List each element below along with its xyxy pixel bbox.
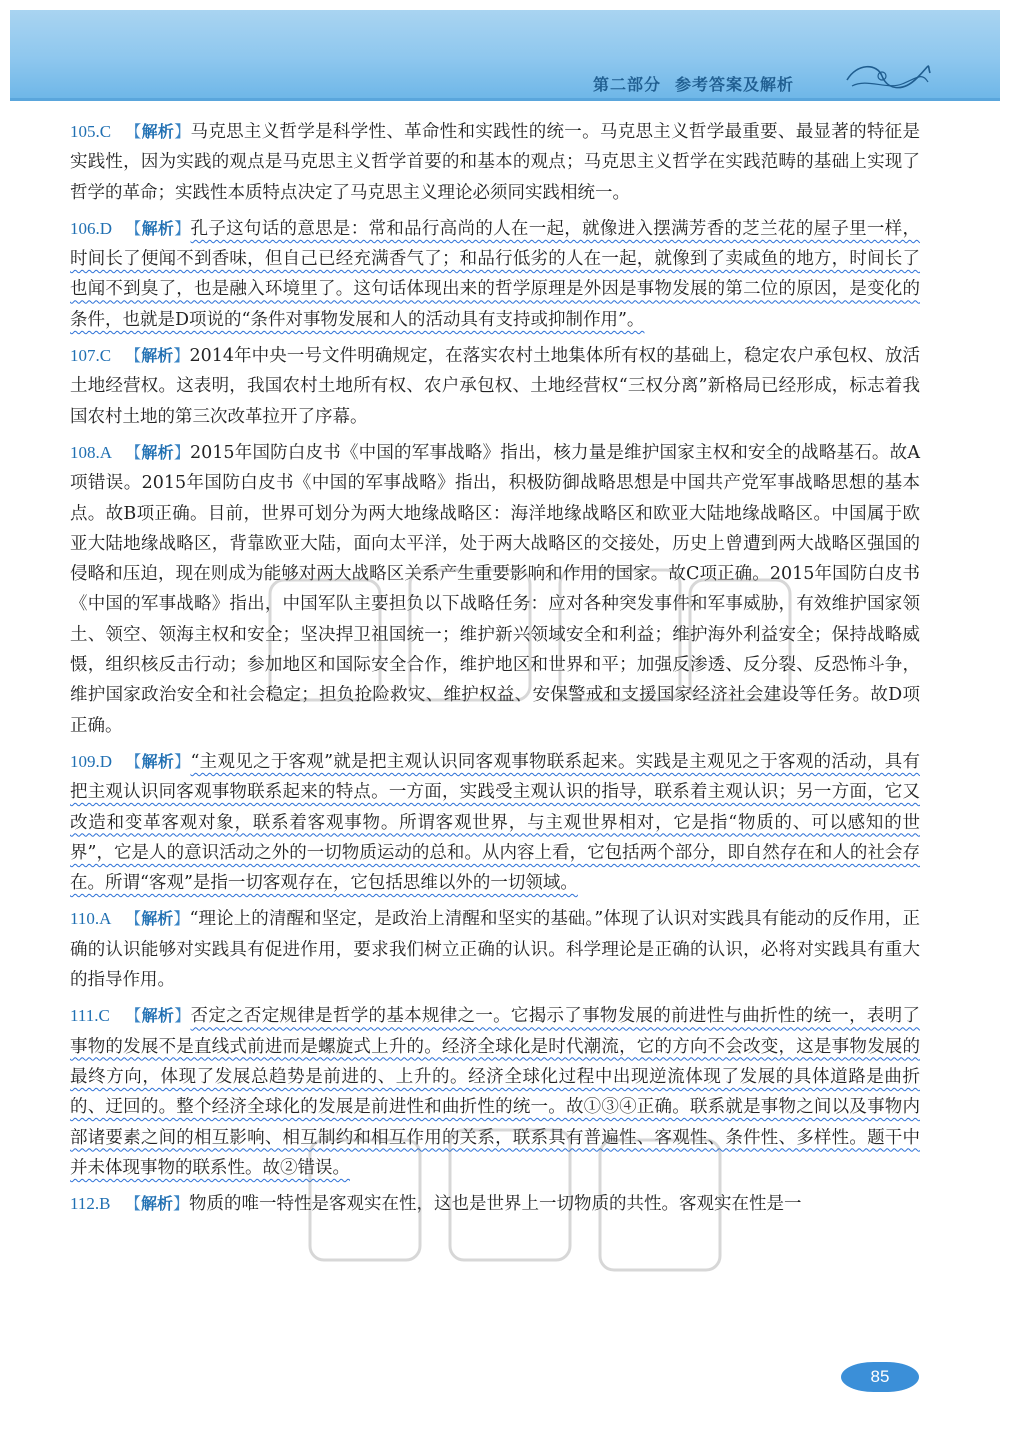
answer-number: 112.B [70, 1194, 111, 1214]
decorative-swirl-icon [842, 58, 932, 98]
answer-text: 2014年中央一号文件明确规定，在落实农村土地集体所有权的基础上，稳定农户承包权、放活土地经营权。这表明，我国农村土地所有权、农户承包权、土地经营权“三权分离”新格局已经形成，标志着我国农村土地的第三次改革拉开了序幕。 [70, 346, 920, 427]
answer-text: 马克思主义哲学是科学性、革命性和实践性的统一。马克思主义哲学最重要、最显著的特征是实践性，因为实践的观点是马克思主义哲学首要的和基本的观点；马克思主义哲学在实践范畴的基础上实现了哲学的革命；实践性本质特点决定了马克思主义理论必须同实践相统一。 [70, 122, 920, 203]
analysis-tag: 【解析】 [125, 909, 190, 929]
analysis-tag: 【解析】 [125, 442, 191, 462]
answer-text: “理论上的清醒和坚定，是政治上清醒和坚实的基础。”体现了认识对实践具有能动的反作用，正确的认识能够对实践具有促进作用，要求我们树立正确的认识。科学理论是正确的认识，必将对实践具有重大的指导作用。 [70, 909, 920, 991]
page-number-badge: 85 [841, 1362, 919, 1392]
analysis-tag: 【解析】 [125, 1006, 191, 1026]
header-section: 参考答案及解析 [675, 75, 795, 94]
answer-number: 107.C [70, 346, 112, 366]
answer-text: 否定之否定规律是哲学的基本规律之一。它揭示了事物发展的前进性与曲折性的统一，表明了事物的发展不是直线式前进而是螺旋式上升的。经济全球化是时代潮流，它的方向不会改变，这是事物发展的最终方向，体现了发展总趋势是前进的、上升的。经济全球化过程中出现逆流体现了发展的具体道路是曲折的、迂回的。整个经济全球化的发展是前进性和曲折性的统一。故①③④正确。联系就是事物之间以及事物内部诸要素之间的相互影响、相互制约和相互作用的关系，联系具有普遍性、客观性、条件性、多样性。题干中并未体现事物的联系性。故②错误。 [70, 1006, 920, 1178]
header-title [593, 72, 808, 95]
answer-number: 105.C [70, 122, 112, 141]
answer-entry-106 [70, 214, 920, 335]
answer-entry-107 [70, 341, 920, 432]
answer-number: 111.C [70, 1006, 110, 1026]
page-header [10, 10, 1000, 101]
analysis-tag: 【解析】 [125, 122, 191, 141]
analysis-tag: 【解析】 [125, 346, 190, 366]
answer-number: 110.A [70, 909, 112, 929]
answer-number: 108.A [70, 442, 113, 462]
answer-number: 106.D [70, 218, 113, 238]
analysis-tag: 【解析】 [125, 1194, 190, 1214]
answer-text: 孔子这句话的意思是：常和品行高尚的人在一起，就像进入摆满芳香的芝兰花的屋子里一样，时间长了便闻不到香味，但自己已经充满香气了；和品行低劣的人在一起，就像到了卖咸鱼的地方，时间长了也闻不到臭了，也是融入环境里了。这句话体现出来的哲学原理是外因是事物发展的第二位的原因，是变化的条件，也就是D项说的“条件对事物发展和人的活动具有支持或抑制作用”。 [70, 218, 920, 330]
analysis-tag: 【解析】 [125, 218, 191, 238]
analysis-tag: 【解析】 [125, 751, 191, 771]
answer-number: 109.D [70, 751, 113, 771]
answer-text: 物质的唯一特性是客观实在性，这也是世界上一切物质的共性。客观实在性是一 [189, 1194, 802, 1215]
answer-text: “主观见之于客观”就是把主观认识同客观事物联系起来。实践是主观见之于客观的活动，具有把主观认识同客观事物联系起来的特点。一方面，实践受主观认识的指导，联系着主观认识；另一方面，它又改造和变革客观对象，联系着客观事物。所谓客观世界，与主观世界相对，它是指“物质的、可以感知的世界”，它是人的意识活动之外的一切物质运动的总和。从内容上看，它包括两个部分，即自然存在和人的社会存在。所谓“客观”是指一切客观存在，它包括思维以外的一切领域。 [70, 751, 920, 894]
header-part: 第二部分 [593, 75, 662, 94]
answer-entry-105 [70, 117, 920, 208]
watermark-image [250, 540, 810, 1300]
answer-text: 2015年国防白皮书《中国的军事战略》指出，核力量是维护国家主权和安全的战略基石。故A项错误。2015年国防白皮书《中国的军事战略》指出，积极防御战略思想是中国共产党军事战略思想的基本点。故B项正确。目前，世界可划分为两大地缘战略区：海洋地缘战略区和欧亚大陆地缘战略区。中国属于欧亚大陆地缘战略区，背靠欧亚大陆，面向太平洋，处于两大战略区的交接处，历史上曾遭到两大战略区强国的侵略和压迫，现在则成为能够对两大战略区关系产生重要影响和作用的国家。故C项正确。2015年国防白皮书《中国的军事战略》指出，中国军队主要担负以下战略任务：应对各种突发事件和军事威胁，有效维护国家领土、领空、领海主权和安全；坚决捍卫祖国统一；维护新兴领域安全和利益；维护海外利益安全；保持战略威慑，组织核反击行动；参加地区和国际安全合作，维护地区和世界和平；加强反渗透、反分裂、反恐怖斗争，维护国家政治安全和社会稳定；担负抢险救灾、维护权益、安保警戒和支援国家经济社会建设等任务。故D项正确。 [70, 442, 920, 736]
